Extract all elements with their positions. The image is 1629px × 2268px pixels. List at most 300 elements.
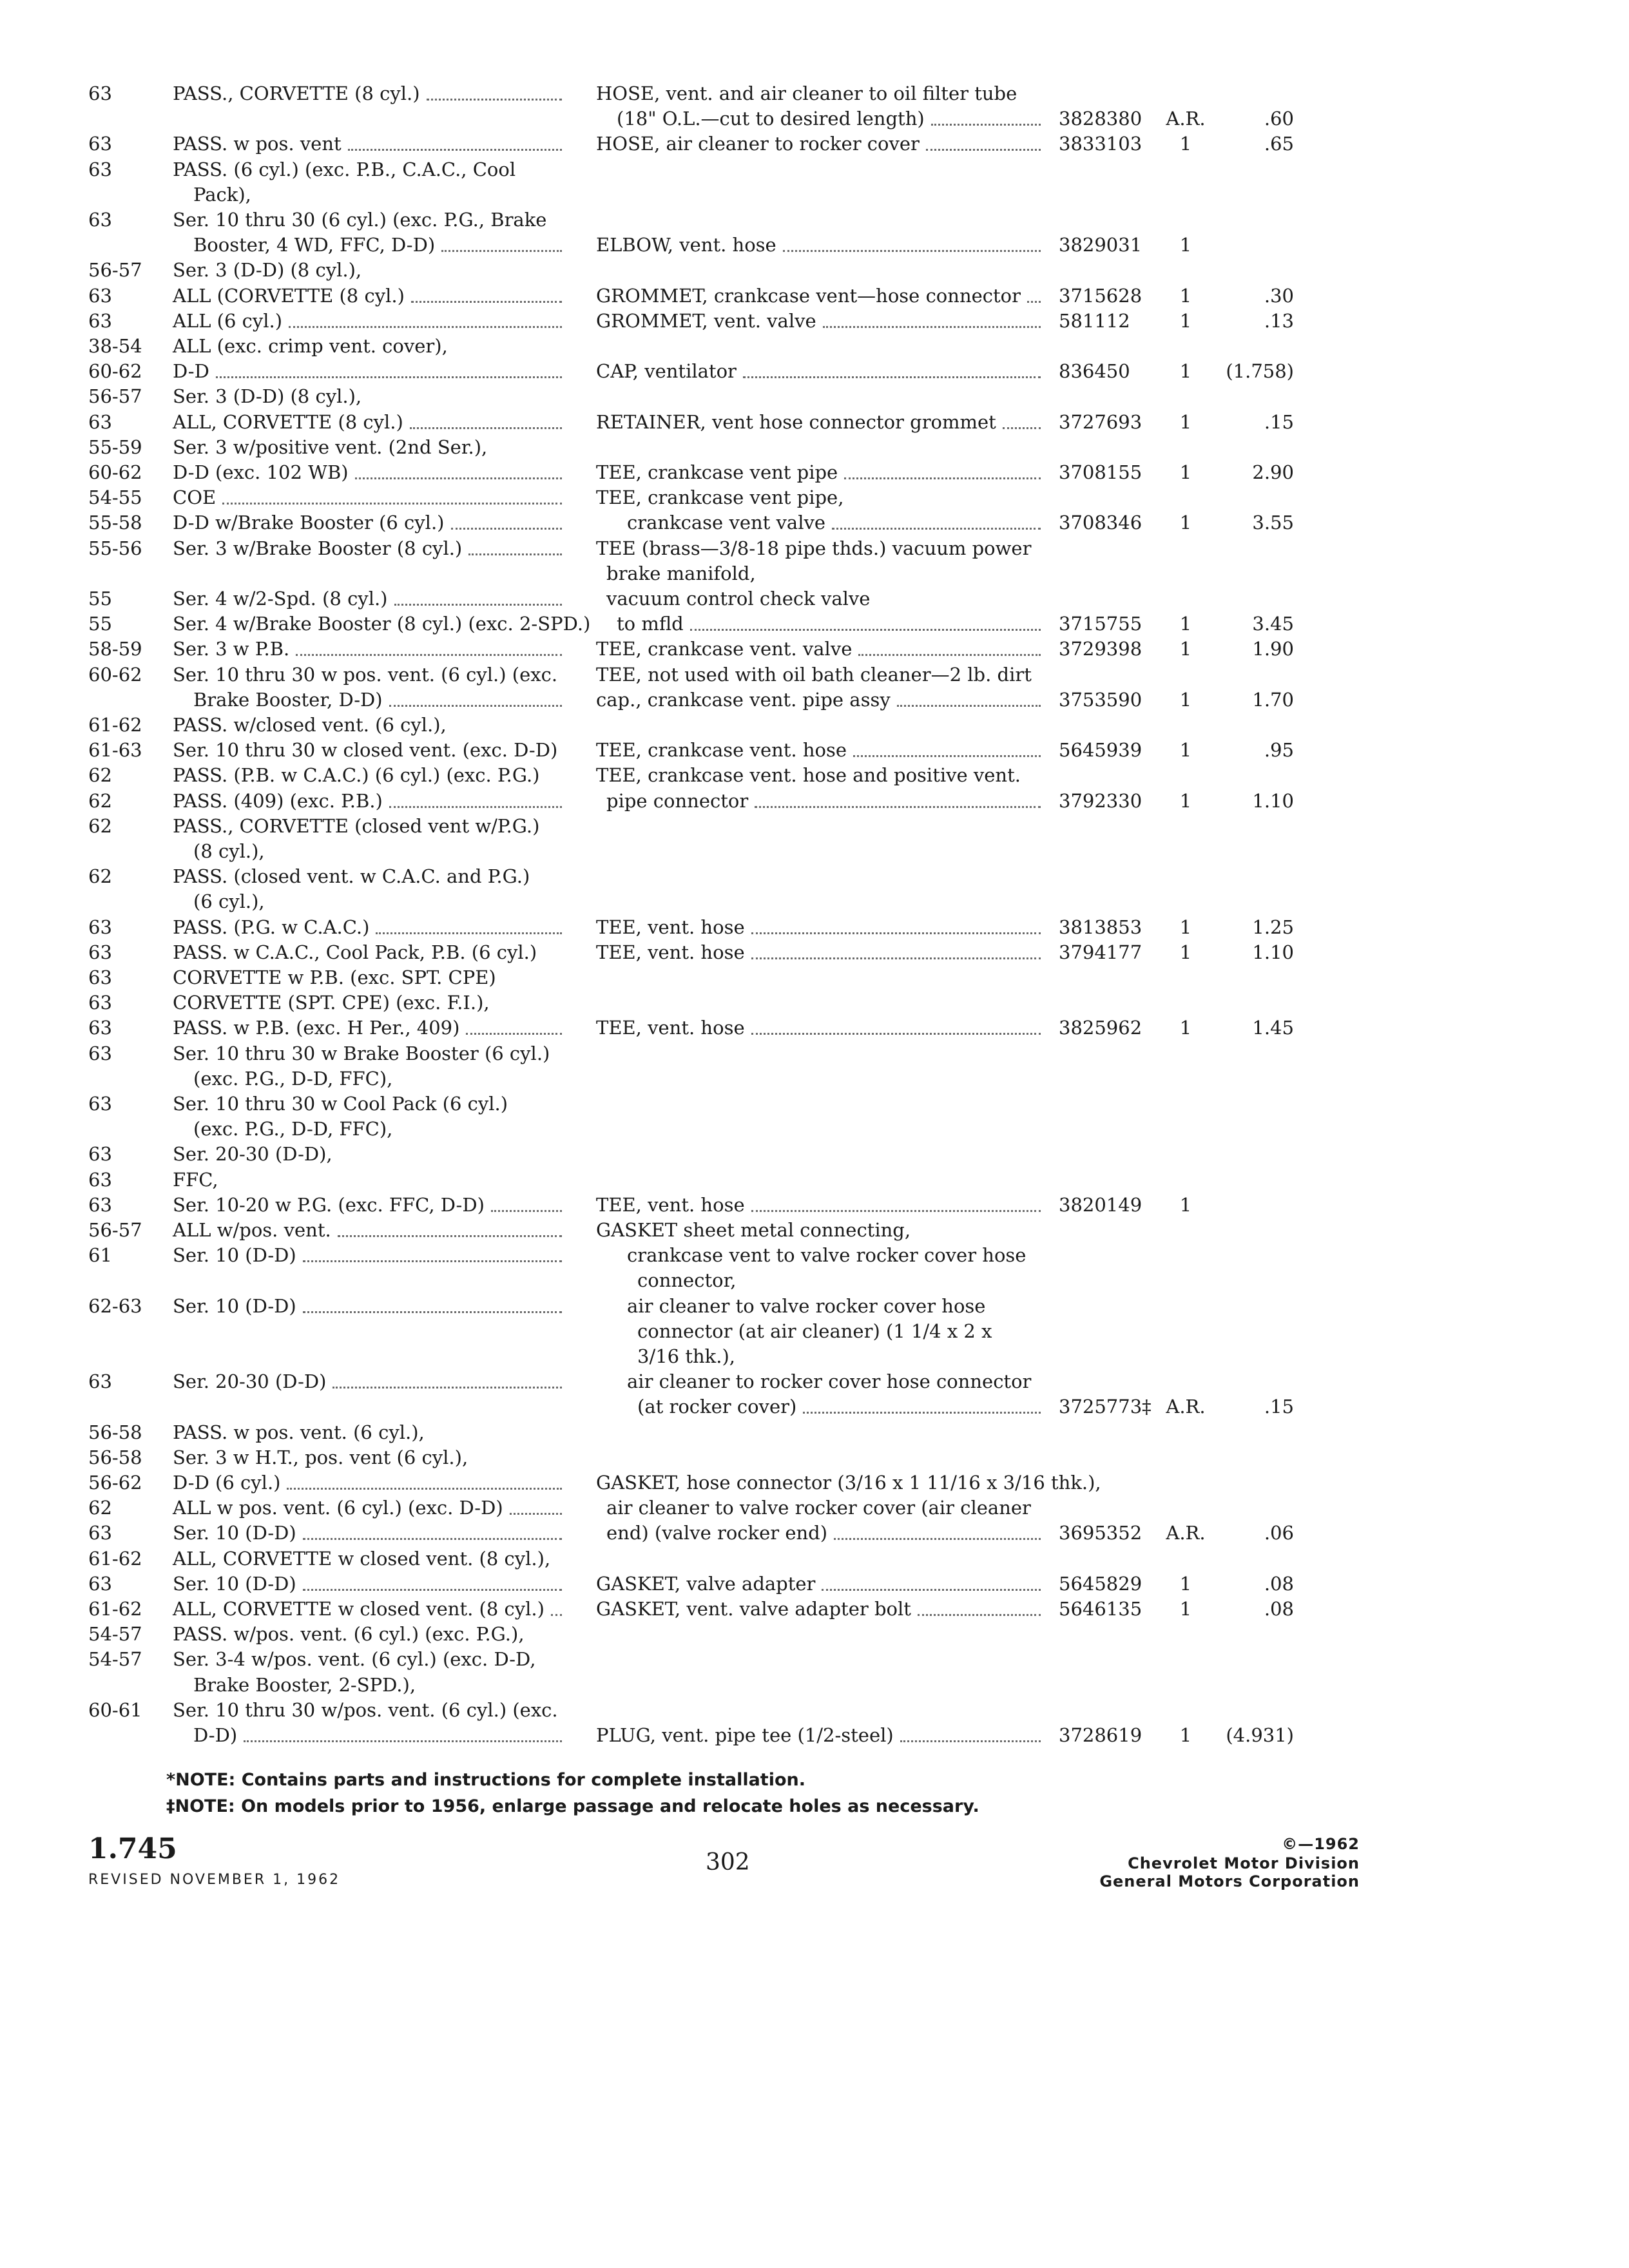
model-cell-text: Ser. 10 thru 30 w Cool Pack (6 cyl.) (173, 1093, 508, 1115)
year-cell-text: 55 (88, 613, 112, 635)
part-number-cell (1059, 1445, 1155, 1470)
part-number-cell (1059, 1722, 1155, 1748)
part-cell (596, 1015, 1041, 1041)
year-cell (88, 81, 166, 106)
price-cell (1211, 712, 1294, 738)
dot-leader (287, 1488, 562, 1490)
part-number-cell (1059, 813, 1155, 839)
price-cell (1211, 1470, 1294, 1495)
part-cell (596, 762, 1041, 788)
model-cell (173, 662, 562, 687)
price-cell-text: 1.70 (1252, 689, 1294, 711)
price-cell (1211, 1015, 1294, 1041)
part-cell-text: ELBOW, vent. hose (596, 234, 776, 256)
price-cell (1211, 510, 1294, 535)
part-cell-text: GROMMET, crankcase vent—hose connector (596, 285, 1021, 307)
table-row (0, 1470, 1629, 1495)
model-cell-text: PASS. (409) (exc. P.B.) (173, 790, 383, 812)
part-cell (596, 308, 1041, 334)
price-cell (1211, 434, 1294, 460)
year-cell-text: 63 (88, 1043, 112, 1064)
price-cell-text: .06 (1264, 1522, 1294, 1544)
quantity-cell-text: A.R. (1166, 1522, 1206, 1544)
part-cell (596, 1520, 1041, 1546)
model-cell (173, 737, 562, 763)
price-cell (1211, 813, 1294, 839)
dot-leader (303, 1311, 562, 1313)
dot-leader (751, 957, 1041, 959)
price-cell-text: 3.45 (1252, 613, 1294, 635)
year-cell (88, 662, 166, 687)
model-cell (173, 1066, 562, 1091)
quantity-cell (1160, 1242, 1211, 1268)
part-cell-text: connector (at air cleaner) (1 1/4 x 2 x (637, 1320, 992, 1342)
dot-leader (303, 1538, 562, 1540)
quantity-cell-text: 1 (1179, 916, 1192, 938)
model-cell-text: PASS. (closed vent. w C.A.C. and P.G.) (173, 865, 530, 887)
part-number-cell (1059, 1596, 1155, 1622)
price-cell-text: 3.55 (1252, 512, 1294, 533)
model-cell (173, 434, 562, 460)
part-number-cell-text: 3695352 (1059, 1522, 1142, 1544)
quantity-cell-text: A.R. (1166, 1396, 1206, 1418)
part-number-cell (1059, 662, 1155, 687)
quantity-cell (1160, 687, 1211, 713)
model-cell (173, 1141, 562, 1167)
quantity-cell (1160, 1445, 1211, 1470)
part-number-cell (1059, 207, 1155, 233)
model-cell (173, 1318, 562, 1344)
part-number-cell (1059, 535, 1155, 561)
part-number-cell (1059, 1192, 1155, 1218)
model-cell (173, 939, 562, 965)
model-cell-text: (8 cyl.), (193, 840, 265, 862)
part-cell-text: TEE, vent. hose (596, 916, 745, 938)
dot-leader (394, 604, 562, 606)
table-row (0, 662, 1629, 687)
price-cell (1211, 1520, 1294, 1546)
price-cell (1211, 485, 1294, 510)
part-number-cell (1059, 1621, 1155, 1647)
part-number-cell (1059, 1293, 1155, 1319)
price-cell (1211, 687, 1294, 713)
year-cell-text: 62 (88, 815, 112, 837)
year-cell (88, 510, 166, 535)
year-cell (88, 586, 166, 611)
part-number-cell-text: 3715755 (1059, 613, 1142, 635)
model-cell (173, 157, 562, 182)
year-cell (88, 1192, 166, 1218)
model-cell-text: PASS. w/closed vent. (6 cyl.), (173, 714, 447, 736)
price-cell (1211, 333, 1294, 359)
year-cell-text: 62 (88, 764, 112, 786)
part-cell-text: TEE, crankcase vent. hose (596, 739, 847, 761)
year-cell (88, 611, 166, 637)
part-number-cell (1059, 1318, 1155, 1344)
model-cell (173, 1646, 562, 1672)
model-cell-text: COE (173, 486, 217, 508)
price-cell (1211, 308, 1294, 334)
table-row (0, 838, 1629, 864)
model-cell-text: Ser. 10 thru 30 w/pos. vent. (6 cyl.) (exc. (173, 1699, 558, 1721)
model-cell-text: PASS., CORVETTE (8 cyl.) (173, 82, 420, 104)
model-cell (173, 1091, 562, 1117)
part-number-cell (1059, 1394, 1155, 1419)
part-cell (596, 131, 1041, 157)
part-number-cell (1059, 762, 1155, 788)
part-cell (596, 889, 1041, 914)
section-number: 1.745 (88, 1832, 177, 1865)
part-number-cell (1059, 485, 1155, 510)
dot-leader (355, 477, 562, 479)
part-cell-text: crankcase vent valve (627, 512, 826, 533)
part-cell (596, 662, 1041, 687)
table-row (0, 1646, 1629, 1672)
table-row (0, 1697, 1629, 1723)
part-cell (596, 257, 1041, 283)
quantity-cell (1160, 157, 1211, 182)
year-cell-text: 60-61 (88, 1699, 142, 1721)
part-number-cell-text: 3820149 (1059, 1194, 1142, 1216)
part-cell-text: HOSE, vent. and air cleaner to oil filter tube (596, 82, 1017, 104)
price-cell-text: (4.931) (1226, 1724, 1294, 1746)
quantity-cell (1160, 409, 1211, 435)
model-cell-text: Ser. 10 thru 30 w Brake Booster (6 cyl.) (173, 1043, 550, 1064)
part-number-cell (1059, 1116, 1155, 1142)
year-cell-text: 61-62 (88, 714, 142, 736)
model-cell-text: Pack), (193, 184, 251, 206)
dot-leader (897, 705, 1041, 707)
model-cell (173, 207, 562, 233)
year-cell (88, 1141, 166, 1167)
year-cell-text: 63 (88, 133, 112, 155)
price-cell (1211, 182, 1294, 207)
price-cell (1211, 283, 1294, 309)
part-cell-text: TEE, not used with oil bath cleaner—2 lb. dirt (596, 664, 1032, 686)
dot-leader (844, 477, 1041, 479)
quantity-cell (1160, 712, 1211, 738)
part-number-cell-text: 3753590 (1059, 689, 1142, 711)
part-number-cell-text: 5645939 (1059, 739, 1142, 761)
year-cell-text: 56-57 (88, 259, 142, 281)
part-cell-text: end) (valve rocker end) (606, 1522, 828, 1544)
year-cell-text: 63 (88, 966, 112, 988)
dot-leader (783, 250, 1041, 252)
quantity-cell (1160, 1267, 1211, 1293)
quantity-cell (1160, 1697, 1211, 1723)
table-row (0, 1722, 1629, 1748)
table-row (0, 1343, 1629, 1369)
part-cell-text: brake manifold, (606, 562, 756, 584)
part-cell-text: TEE, crankcase vent pipe (596, 461, 838, 483)
revision-date: REVISED NOVEMBER 1, 1962 (88, 1872, 341, 1888)
table-row (0, 1445, 1629, 1470)
quantity-cell-text: 1 (1179, 133, 1192, 155)
model-cell-text: Ser. 3 (D-D) (8 cyl.), (173, 259, 362, 281)
dot-leader (348, 149, 562, 151)
price-cell (1211, 1192, 1294, 1218)
quantity-cell (1160, 1419, 1211, 1445)
quantity-cell (1160, 1318, 1211, 1344)
part-number-cell-text: 836450 (1059, 360, 1130, 382)
part-number-cell (1059, 1267, 1155, 1293)
table-row (0, 1141, 1629, 1167)
model-cell (173, 1697, 562, 1723)
part-cell (596, 1141, 1041, 1167)
price-cell (1211, 207, 1294, 233)
quantity-cell (1160, 1217, 1211, 1243)
part-cell (596, 1318, 1041, 1344)
part-number-cell (1059, 1419, 1155, 1445)
model-cell-text: PASS. w pos. vent (173, 133, 342, 155)
year-cell (88, 409, 166, 435)
year-cell-text: 63 (88, 1522, 112, 1544)
dot-leader (289, 326, 562, 328)
year-cell (88, 358, 166, 384)
model-cell-text: D-D w/Brake Booster (6 cyl.) (173, 512, 445, 533)
quantity-cell-text: 1 (1179, 638, 1192, 660)
model-cell-text: D-D (173, 360, 209, 382)
table-row (0, 232, 1629, 258)
model-cell (173, 863, 562, 889)
table-row (0, 333, 1629, 359)
model-cell (173, 232, 562, 258)
year-cell (88, 1293, 166, 1319)
model-cell (173, 762, 562, 788)
quantity-cell (1160, 1621, 1211, 1647)
part-cell-text: GASKET, vent. valve adapter bolt (596, 1598, 911, 1620)
dot-leader (822, 1589, 1041, 1591)
model-cell (173, 1722, 562, 1748)
quantity-cell (1160, 1066, 1211, 1091)
part-number-cell (1059, 182, 1155, 207)
year-cell (88, 131, 166, 157)
price-cell (1211, 1091, 1294, 1117)
year-cell-text: 63 (88, 1017, 112, 1039)
year-cell-text: 56-58 (88, 1421, 142, 1443)
part-cell (596, 1041, 1041, 1066)
part-cell (596, 838, 1041, 864)
quantity-cell (1160, 207, 1211, 233)
model-cell (173, 1495, 562, 1521)
part-cell (596, 863, 1041, 889)
model-cell-text: PASS. (P.G. w C.A.C.) (173, 916, 370, 938)
quantity-cell-text: 1 (1179, 941, 1192, 963)
year-cell-text: 62 (88, 865, 112, 887)
price-cell (1211, 863, 1294, 889)
dot-leader (858, 654, 1041, 656)
part-cell-text: crankcase vent to valve rocker cover hose (627, 1244, 1027, 1266)
dot-leader (411, 301, 562, 303)
model-cell-text: ALL, CORVETTE (8 cyl.) (173, 411, 403, 433)
part-number-cell (1059, 1041, 1155, 1066)
price-cell (1211, 1318, 1294, 1344)
part-number-cell (1059, 1167, 1155, 1193)
price-cell (1211, 1141, 1294, 1167)
price-cell (1211, 636, 1294, 662)
part-number-cell (1059, 586, 1155, 611)
table-row (0, 687, 1629, 713)
part-number-cell (1059, 838, 1155, 864)
footnote-double-dagger: ‡NOTE: On models prior to 1956, enlarge passage and relocate holes as necessary. (166, 1796, 979, 1816)
table-row (0, 1495, 1629, 1521)
table-row (0, 1520, 1629, 1546)
quantity-cell-text: A.R. (1166, 108, 1206, 130)
year-cell (88, 1722, 166, 1748)
dot-leader (751, 932, 1041, 934)
model-cell-text: Ser. 10 thru 30 w pos. vent. (6 cyl.) (exc. (173, 664, 558, 686)
year-cell-text: 56-58 (88, 1446, 142, 1468)
quantity-cell-text: 1 (1179, 285, 1192, 307)
model-cell-text: Ser. 10 thru 30 (6 cyl.) (exc. P.G., Brake (173, 209, 547, 231)
year-cell-text: 61-63 (88, 739, 142, 761)
year-cell (88, 383, 166, 409)
year-cell-text: 54-55 (88, 486, 142, 508)
part-number-cell (1059, 561, 1155, 586)
price-cell (1211, 1646, 1294, 1672)
year-cell-text: 55-58 (88, 512, 142, 533)
dot-leader (441, 250, 562, 252)
part-number-cell-text: 3792330 (1059, 790, 1142, 812)
model-cell (173, 1672, 562, 1698)
price-cell (1211, 586, 1294, 611)
part-number-cell (1059, 131, 1155, 157)
part-number-cell (1059, 1470, 1155, 1495)
year-cell-text: 63 (88, 1169, 112, 1191)
table-row (0, 636, 1629, 662)
year-cell-text: 60-62 (88, 360, 142, 382)
quantity-cell (1160, 485, 1211, 510)
page-number: 302 (706, 1849, 750, 1876)
model-cell (173, 611, 591, 637)
table-row (0, 737, 1629, 763)
part-cell-text: 3/16 thk.), (637, 1345, 735, 1367)
table-row (0, 1242, 1629, 1268)
price-cell (1211, 409, 1294, 435)
year-cell-text: 63 (88, 209, 112, 231)
year-cell-text: 54-57 (88, 1648, 142, 1670)
dot-leader (451, 528, 562, 530)
quantity-cell (1160, 1394, 1211, 1419)
model-cell-text: (6 cyl.), (193, 890, 265, 912)
price-cell (1211, 838, 1294, 864)
price-cell (1211, 1672, 1294, 1698)
dot-leader (510, 1513, 562, 1515)
year-cell (88, 1242, 166, 1268)
part-cell (596, 358, 1041, 384)
model-cell-text: PASS. w/pos. vent. (6 cyl.) (exc. P.G.), (173, 1623, 525, 1645)
dot-leader (832, 528, 1041, 530)
year-cell-text: 61 (88, 1244, 112, 1266)
year-cell (88, 182, 166, 207)
price-cell (1211, 1445, 1294, 1470)
year-cell (88, 1520, 166, 1546)
year-cell (88, 1343, 166, 1369)
part-number-cell-text: 3708155 (1059, 461, 1142, 483)
model-cell (173, 1041, 562, 1066)
table-row (0, 611, 1629, 637)
part-cell (596, 1343, 1041, 1369)
year-cell (88, 1369, 166, 1394)
model-cell-text: Ser. 20-30 (D-D) (173, 1370, 327, 1392)
year-cell (88, 838, 166, 864)
part-cell-text: CAP, ventilator (596, 360, 737, 382)
year-cell (88, 762, 166, 788)
table-row (0, 1621, 1629, 1647)
quantity-cell (1160, 965, 1211, 990)
price-cell (1211, 1495, 1294, 1521)
year-cell (88, 207, 166, 233)
price-cell (1211, 662, 1294, 687)
quantity-cell (1160, 1722, 1211, 1748)
model-cell-text: D-D (6 cyl.) (173, 1472, 281, 1494)
model-cell (173, 1167, 562, 1193)
part-cell-text: HOSE, air cleaner to rocker cover (596, 133, 920, 155)
dot-leader (333, 1387, 562, 1389)
model-cell-text: ALL w/pos. vent. (173, 1219, 331, 1241)
year-cell-text: 55-59 (88, 436, 142, 458)
table-row (0, 1091, 1629, 1117)
model-cell (173, 333, 562, 359)
year-cell (88, 889, 166, 914)
dot-leader (918, 1614, 1041, 1616)
year-cell (88, 1646, 166, 1672)
price-cell (1211, 561, 1294, 586)
price-cell (1211, 459, 1294, 485)
part-number-cell-text: 3729398 (1059, 638, 1142, 660)
part-number-cell (1059, 283, 1155, 309)
part-number-cell (1059, 1646, 1155, 1672)
quantity-cell-text: 1 (1179, 613, 1192, 635)
price-cell-text: .60 (1264, 108, 1294, 130)
price-cell-text: .30 (1264, 285, 1294, 307)
year-cell-text: 63 (88, 916, 112, 938)
quantity-cell (1160, 182, 1211, 207)
part-number-cell (1059, 737, 1155, 763)
year-cell (88, 1596, 166, 1622)
part-cell-text: pipe connector (606, 790, 749, 812)
year-cell (88, 712, 166, 738)
dot-leader (751, 1210, 1041, 1212)
model-cell (173, 1343, 562, 1369)
part-cell (596, 1419, 1041, 1445)
part-cell (596, 990, 1041, 1015)
part-cell (596, 1217, 1041, 1243)
year-cell (88, 283, 166, 309)
year-cell (88, 232, 166, 258)
table-row (0, 1167, 1629, 1193)
quantity-cell (1160, 1091, 1211, 1117)
model-cell (173, 1116, 562, 1142)
dot-leader (491, 1210, 562, 1212)
year-cell (88, 1672, 166, 1698)
quantity-cell (1160, 914, 1211, 940)
part-number-cell (1059, 965, 1155, 990)
year-cell (88, 1697, 166, 1723)
year-cell (88, 1621, 166, 1647)
quantity-cell (1160, 257, 1211, 283)
model-cell (173, 914, 562, 940)
part-cell (596, 1571, 1041, 1597)
model-cell (173, 1571, 562, 1597)
quantity-cell-text: 1 (1179, 689, 1192, 711)
price-cell (1211, 990, 1294, 1015)
dot-leader (823, 326, 1041, 328)
price-cell (1211, 383, 1294, 409)
model-cell (173, 485, 562, 510)
dot-leader (743, 376, 1041, 378)
part-cell (596, 207, 1041, 233)
